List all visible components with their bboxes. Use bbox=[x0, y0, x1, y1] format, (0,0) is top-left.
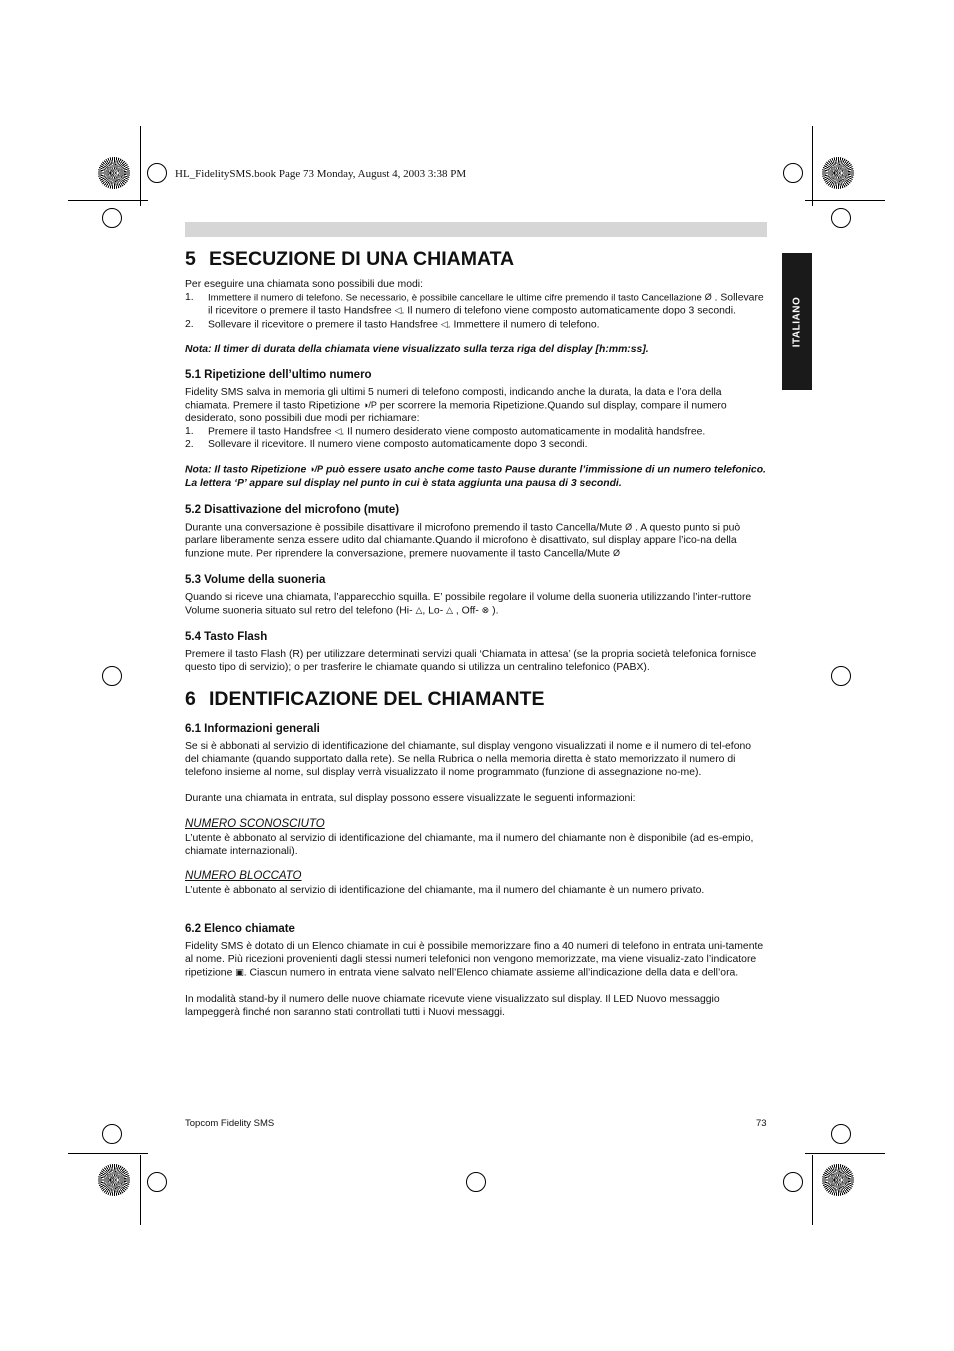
cancel-icon: Ø bbox=[704, 292, 712, 302]
registration-rosette-icon bbox=[822, 157, 854, 189]
redial-icon: ◑/P bbox=[309, 464, 324, 475]
handsfree-icon: ◁ bbox=[440, 318, 448, 329]
paragraph: L’utente è abbonato al servizio di identificazione del chiamante, ma il numero del chiamante non è disponibile (ad es-empio, chiamate internazionali). bbox=[185, 833, 754, 858]
paragraph: L’utente è abbonato al servizio di identificazione del chiamante, ma il numero del chiamante è un numero privato. bbox=[185, 885, 705, 897]
section-6-1-title: 6.1 Informazioni generali bbox=[185, 723, 320, 736]
paragraph: Premere il tasto Flash (R) per utilizzare determinati servizi quali ‘Chiamata in attesa’ (se la propria società telefonica fornisce questo tipo di servizio); o per trasferire le chiamate quando si utilizza un centralino telefonico (PABX). bbox=[185, 649, 757, 674]
crosshair-icon bbox=[102, 666, 122, 686]
paragraph: Durante una conversazione è possibile disattivare il microfono premendo il tasto Cancella/Mute Ø . A questo punto si può parlare liberamente senza essere udito dal chiamante.Quando il microfono è disattivato, sul display appare l’ico-na della funzione mute. Per riprendere la conversazione, premere nuovamente il tasto Cancella/Mute Ø bbox=[185, 521, 741, 559]
crosshair-icon bbox=[831, 1124, 851, 1144]
paragraph: In modalità stand-by il numero delle nuove chiamate ricevute viene visualizzato sul display. Il LED Nuovo messaggio lampeggerà finché non saranno stati controllati tutti i Nuovi messaggi. bbox=[185, 993, 720, 1018]
crosshair-icon bbox=[102, 1124, 122, 1144]
redial-icon: ◑/P bbox=[362, 399, 377, 410]
crosshair-icon bbox=[831, 208, 851, 228]
bell-off-icon: ⊗ bbox=[481, 605, 490, 615]
list-item: 2. Sollevare il ricevitore. Il numero viene composto automaticamente dopo 3 secondi. bbox=[185, 439, 588, 451]
list-item: 1. Immettere il numero di telefono. Se necessario, è possibile cancellare le ultime cifre premendo il tasto Cancellazione Ø . Sollevare il ricevitore o premere il tasto Handsfree ◁. Il numero di telefono viene composto automaticamente dopo 3 secondi. bbox=[185, 292, 764, 317]
language-tab-label: ITALIANO bbox=[791, 296, 803, 347]
crosshair-icon bbox=[783, 163, 803, 183]
header-bar bbox=[185, 222, 767, 237]
registration-rosette-icon bbox=[98, 1164, 130, 1196]
paragraph: Fidelity SMS salva in memoria gli ultimi 5 numeri di telefono composti, indicando anche la durata, la data e l’ora della chiamata. Premere il tasto Ripetizione ◑/P per scorrere la memoria Ripetizione.Quando sul display, compare il numero desiderato, sono possibili due modi per richiamare: bbox=[185, 386, 727, 424]
section-5-intro: Per eseguire una chiamata sono possibili due modi: bbox=[185, 279, 423, 290]
crosshair-icon bbox=[147, 1172, 167, 1192]
crop-mark bbox=[140, 1155, 141, 1225]
crop-mark bbox=[805, 1153, 885, 1154]
section-5-1-title: 5.1 Ripetizione dell’ultimo numero bbox=[185, 368, 372, 381]
handsfree-icon: ◁ bbox=[394, 305, 402, 316]
cancel-mute-icon: Ø bbox=[612, 547, 620, 558]
section-5-4-title: 5.4 Tasto Flash bbox=[185, 631, 268, 644]
registration-rosette-icon bbox=[98, 157, 130, 189]
paragraph: Fidelity SMS è dotato di un Elenco chiamate in cui è possibile memorizzare fino a 40 numeri di telefono in entrata uni-tamente al nome. Più ricezioni provenienti dagli stessi numeri telefonici non vengono memorizzate, ma viene visualiz-zato l’indicatore ripetizione ▣. Ciascun numero in entrata viene salvato nell’Elenco chiamate assieme all’indicazione della data e dell’ora. bbox=[185, 941, 764, 979]
section-5-1-note: Nota: Il tasto Ripetizione ◑/P può essere usato anche come tasto Pause durante l’immissione di un numero telefonico. bbox=[185, 464, 766, 476]
section-5-3-title: 5.3 Volume della suoneria bbox=[185, 574, 326, 586]
crop-mark bbox=[805, 200, 885, 201]
book-header: HL_FidelitySMS.book Page 73 Monday, August 4, 2003 3:38 PM bbox=[175, 168, 467, 180]
crosshair-icon bbox=[466, 1172, 486, 1192]
section-6-title: 6 IDENTIFICAZIONE DEL CHIAMANTE bbox=[185, 688, 545, 711]
page-content bbox=[185, 244, 767, 1019]
crop-mark bbox=[812, 1155, 813, 1225]
registration-rosette-icon bbox=[822, 1164, 854, 1196]
paragraph: Quando si riceve una chiamata, l’apparecchio squilla. E’ possibile regolare il volume della suoneria utilizzando l’inter-ruttore Volume suoneria situato sul retro del telefono (Hi- △, Lo- △ , Off- ⊗ ). bbox=[185, 592, 752, 617]
footer-title: Topcom Fidelity SMS bbox=[185, 1118, 275, 1129]
crop-mark bbox=[812, 126, 813, 206]
subheading-unknown-number: NUMERO SCONOSCIUTO bbox=[185, 818, 325, 831]
section-5-1-list bbox=[185, 425, 767, 451]
paragraph: Se si è abbonati al servizio di identificazione del chiamante, sul display vengono visualizzati il nome e il numero di tel-efono del chiamante (quando supportato dalla rete). Se nella Rubrica o nella memoria diretta è stato memorizzato il numero di telefono insieme al nome, sul display verrà visualizzato il nome programmato (funzione di assegnazione no-me). bbox=[185, 741, 752, 779]
cancel-mute-icon: Ø bbox=[625, 521, 633, 532]
section-5-2-title: 5.2 Disattivazione del microfono (mute) bbox=[185, 503, 400, 516]
repeat-indicator-icon: ▣ bbox=[235, 967, 244, 978]
section-5-list bbox=[185, 291, 767, 331]
language-tab bbox=[782, 253, 812, 390]
list-item: 1. Premere il tasto Handsfree ◁. Il numero desiderato viene composto automaticamente in modalità handsfree. bbox=[185, 426, 706, 438]
crop-mark bbox=[68, 200, 148, 201]
paragraph: Durante una chiamata in entrata, sul display possono essere visualizzate le seguenti informazioni: bbox=[185, 793, 636, 805]
page-number: 73 bbox=[756, 1118, 767, 1129]
section-6-2-title: 6.2 Elenco chiamate bbox=[185, 923, 295, 936]
crosshair-icon bbox=[831, 666, 851, 686]
section-5-1-note-2: La lettera ‘P’ appare sul display nel punto in cui è stata aggiunta una pausa di 3 secondi. bbox=[185, 477, 622, 489]
bell-high-icon: △ bbox=[415, 605, 423, 615]
bell-low-icon: △ bbox=[446, 605, 453, 615]
section-5-note: Nota: Il timer di durata della chiamata viene visualizzato sulla terza riga del display [h:mm:ss]. bbox=[185, 343, 649, 355]
section-5-title: 5 ESECUZIONE DI UNA CHIAMATA bbox=[185, 248, 515, 270]
crop-mark bbox=[140, 126, 141, 206]
crosshair-icon bbox=[147, 163, 167, 183]
crosshair-icon bbox=[783, 1172, 803, 1192]
crop-mark bbox=[68, 1153, 148, 1154]
subheading-blocked-number: NUMERO BLOCCATO bbox=[185, 870, 302, 883]
list-item: 2. Sollevare il ricevitore o premere il tasto Handsfree ◁. Immettere il numero di telefono. bbox=[185, 318, 600, 330]
crosshair-icon bbox=[102, 208, 122, 228]
handsfree-icon: ◁ bbox=[334, 426, 342, 436]
